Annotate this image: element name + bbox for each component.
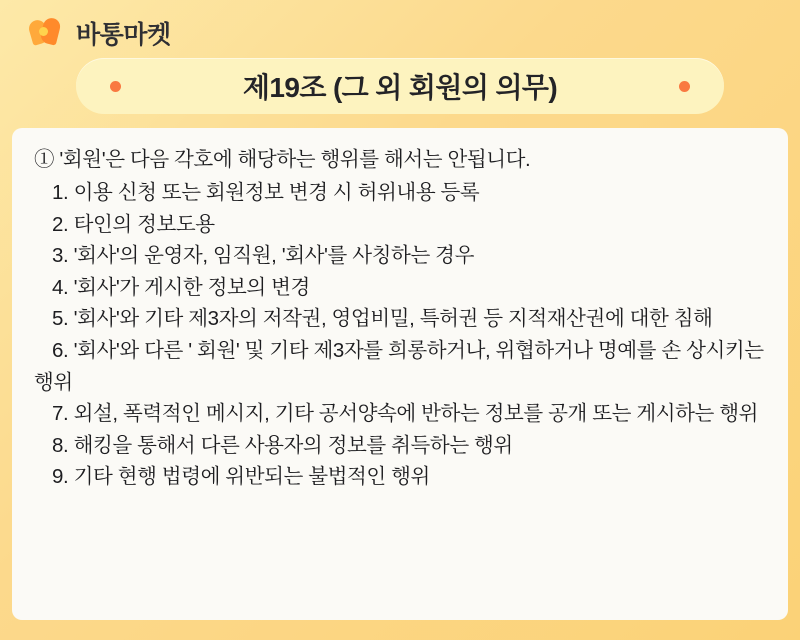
list-item: 9. 기타 현행 법령에 위반되는 불법적인 행위 (52, 465, 430, 489)
clause-paragraph: ① '회원'은 다음 각호에 해당하는 행위를 해서는 안됩니다. (34, 148, 531, 171)
list-item: 8. 해킹을 통해서 다른 사용자의 정보를 취득하는 행위 (52, 433, 513, 457)
brand-name: 바통마켓 (76, 21, 171, 49)
terms-content-card (12, 128, 788, 620)
section-title-banner (76, 58, 724, 114)
bullet-dot-left-icon (110, 81, 121, 92)
list-item: 5. '회사'와 기타 제3자의 저작권, 영업비밀, 특허권 등 지적재산권에 대한 침해 (52, 307, 713, 331)
list-item: 7. 외설, 폭력적인 메시지, 기타 공서양속에 반하는 정보를 공개 또는 게시하는 행위 (52, 402, 759, 426)
list-item: 3. '회사'의 운영자, 임직원, '회사'를 사칭하는 경우 (52, 244, 474, 268)
baton-flower-logo-icon (30, 18, 66, 48)
bullet-dot-right-icon (679, 81, 690, 92)
list-item: 4. '회사'가 게시한 정보의 변경 (52, 275, 310, 299)
list-item: 6. '회사'와 다른 ' 회원' 및 기타 제3자를 희롱하거나, 위협하거나 명예를 손 상시키는 행위 (34, 338, 764, 394)
obligation-list (34, 177, 766, 493)
list-item: 1. 이용 신청 또는 회원정보 변경 시 허위내용 등록 (52, 181, 480, 205)
brand-header (0, 0, 800, 49)
list-item: 2. 타인의 정보도용 (52, 212, 215, 236)
page-title: 제19조 (그 외 회원의 의무) (242, 72, 558, 103)
